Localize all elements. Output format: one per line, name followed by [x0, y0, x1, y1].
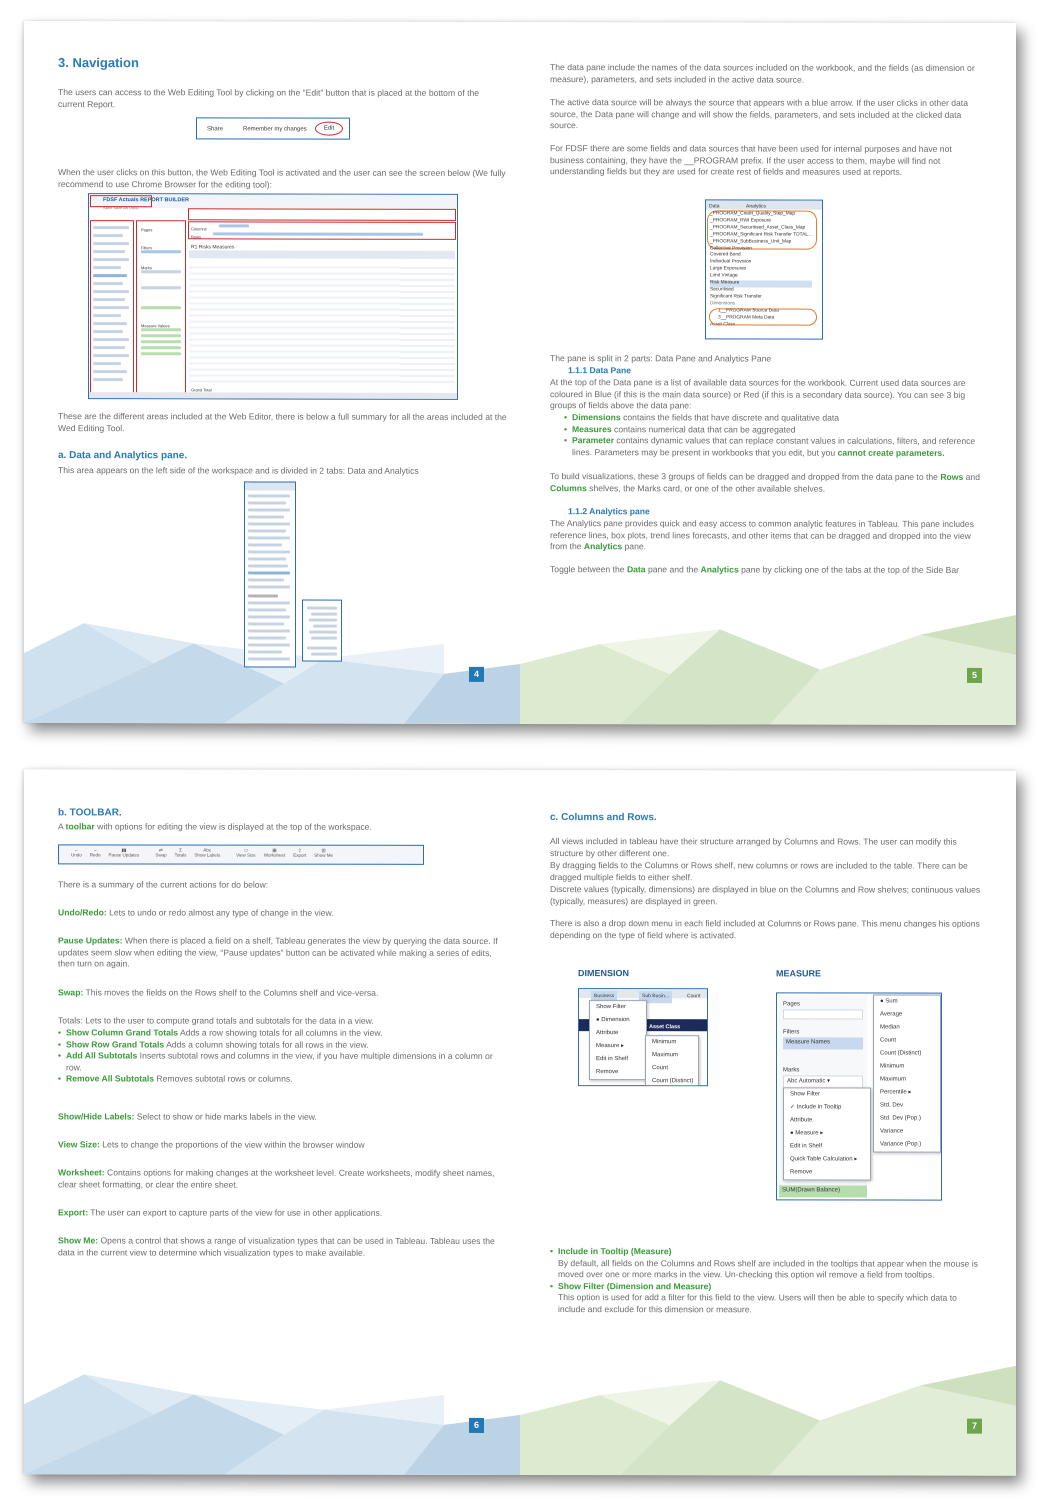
menu-item[interactable]: Minimum [652, 1039, 677, 1046]
menu-item[interactable]: ● Measure ▸ [790, 1130, 824, 1137]
page-title: 3. Navigation [58, 55, 139, 71]
page-number: 6 [469, 1418, 484, 1433]
field-item-selected[interactable]: Risk Measure [710, 280, 812, 287]
sheet-title: R1 Risks Measures [191, 244, 235, 251]
field-groups-list [564, 412, 984, 459]
paragraph: The Analytics pane provides quick and easy access to common analytic features in Tableau. This pane includes reference lines, box plots, trend lines forecasts, and other items that can be dragged and dropped into the view from the Analytics pane. [550, 518, 974, 552]
column-pill[interactable]: Business [591, 991, 617, 1003]
list-item: • Show Filter (Dimension and Measure) This option is used for add a filter for this field to the view. Users will then be able to specify which data to include and exclude for this dimension or measure. [550, 1281, 986, 1316]
dimension-menu-screenshot [578, 988, 708, 1086]
subsection-heading: 1.1.2 Analytics pane [568, 506, 650, 517]
web-editor-screenshot [88, 193, 458, 400]
list-item: • Parameter contains dynamic values that can replace constant values in calculations, filters, and reference lines. Parameters may be present in workbooks that you edit, but you cannot create parameters. [564, 435, 984, 459]
program-dimensions-highlight [709, 308, 817, 325]
field-item[interactable]: Securitised [710, 287, 734, 293]
page-number: 5 [967, 668, 982, 683]
spread-pages-4-5 [24, 21, 1016, 725]
page-5 [520, 22, 1016, 725]
dimension-item[interactable]: 3__PROGRAM Meta Data [718, 315, 775, 321]
tab-data[interactable]: Data [709, 203, 720, 210]
polygon-decoration [24, 1364, 520, 1475]
menu-item[interactable]: Measure ▸ [596, 1043, 625, 1050]
filters-label: Filters [783, 1029, 800, 1036]
paragraph: The users can access to the Web Editing Tool by clicking on the “Edit” button that is placed at the bottom of the current Report. [58, 87, 480, 109]
pages-shelf-label: Pages [141, 227, 153, 233]
measure-context-menu [783, 1087, 871, 1180]
measure-menu-screenshot [776, 992, 942, 1200]
dimension-item[interactable]: Asset Class [710, 321, 736, 327]
page-number: 7 [967, 1419, 982, 1434]
section-heading: a. Data and Analytics pane. [58, 450, 188, 462]
mark-type-select[interactable]: Abc Automatic ▾ [783, 1075, 863, 1089]
column-pill[interactable]: Count [687, 993, 701, 1000]
menu-item[interactable]: Std. Dev [880, 1102, 904, 1109]
menu-item[interactable]: Edit in Shelf [790, 1143, 823, 1150]
subsection-heading: 1.1.1 Data Pane [568, 365, 632, 376]
list-item: • Show Row Grand Totals Adds a column showing totals for all rows in the view. [58, 1039, 498, 1051]
marks-card-label: Marks [141, 265, 152, 271]
page-4 [24, 21, 520, 724]
paragraph: The active data source will be always the source that appears with a blue arrow. If the user clicks in other data source, the Data pane will change and will show the fields, parameters, and sets included at the clicked data source. [550, 97, 968, 131]
menu-item[interactable]: Average [880, 1011, 903, 1018]
sum-drawn-balance-pill[interactable]: SUM(Drawn Balance) [779, 1186, 867, 1198]
menu-item[interactable]: Show Filter [596, 1004, 627, 1011]
edit-button[interactable]: Edit [315, 122, 343, 136]
menu-item[interactable]: Count (Distinct) [652, 1078, 694, 1085]
measure-aggregation-submenu [873, 994, 941, 1152]
pause-updates-button[interactable]: ▮▮ Pause Updates [108, 847, 140, 858]
show-me-button[interactable]: ▥ Show Me [314, 847, 334, 858]
field-item[interactable]: _PROGRAM_RWI Exposure [710, 218, 771, 224]
menu-item[interactable]: Count [652, 1065, 669, 1072]
page-7 [520, 770, 1016, 1476]
dimensions-label: Dimensions [710, 301, 736, 307]
worksheet-button[interactable]: ▦ Worksheet [263, 847, 286, 858]
paragraph: By dragging fields to the Columns or Rows shelf, new columns or rows are included to the table. There can be dragged multiple fields to either shelf. [550, 860, 968, 882]
toolbar-screenshot [58, 844, 424, 865]
list-item: • Measures contains numerical data that can be aggregated [564, 424, 984, 436]
measure-names-pill[interactable]: Measure Names [783, 1037, 863, 1049]
menu-item[interactable]: Show Filter [790, 1091, 821, 1098]
highlight-toolbar [90, 195, 152, 207]
editor-menu[interactable]: Save Save As Done [103, 205, 139, 211]
page-number: 4 [469, 667, 484, 682]
menu-item[interactable]: Maximum [880, 1076, 907, 1083]
paragraph: View Size: Lets to change the proportions of the view within the browser window [58, 1139, 365, 1150]
field-item[interactable]: Covered Bond [710, 252, 741, 258]
analytics-pane-screenshot [302, 600, 342, 662]
list-item: • Remove All Subtotals Removes subtotal rows or columns. [58, 1074, 498, 1086]
menu-item[interactable]: Edit in Shelf [596, 1056, 629, 1063]
share-link[interactable]: Share [207, 126, 224, 133]
remember-changes-link[interactable]: Remember my changes [243, 126, 307, 133]
spread-pages-6-7 [24, 769, 1016, 1475]
column-pill[interactable]: Sub Busin... [639, 991, 672, 1003]
field-item[interactable]: Individual Provision [710, 259, 752, 265]
field-item[interactable]: _PROGRAM_SubBusiness_Unit_Map [710, 239, 792, 245]
redo-button[interactable]: → Redo [89, 847, 101, 858]
show-labels-button[interactable]: Abc Show Labels [194, 847, 221, 858]
menu-item[interactable]: Count (Distinct) [880, 1050, 922, 1057]
list-item: • Show Column Grand Totals Adds a row showing totals for all columns in the view. [58, 1027, 498, 1039]
data-pane-fields-screenshot [705, 199, 823, 339]
swap-button[interactable]: ⇄ Swap [155, 847, 167, 858]
polygon-decoration [520, 614, 1016, 725]
menu-item[interactable]: Attribute [790, 1117, 813, 1124]
pages-label: Pages [783, 1001, 801, 1008]
menu-item[interactable]: ✓ Include in Tooltip [790, 1104, 842, 1111]
editor-title: FDSF Actuals REPORT BUILDER [103, 197, 189, 204]
field-item[interactable]: Large Exposures [710, 266, 747, 272]
highlight-toolbar-row [188, 208, 456, 221]
paragraph: When the user clicks on this button, the Web Editing Tool is activated and the user can see the screen below (We fully recommend to use Chrome Browser for the editing tool): [58, 167, 506, 190]
list-item: • Include in Tooltip (Measure) By default, all fields on the Columns and Rows shelf are included in the tooltips that appear when the mouse is moved over one or more marks in the view. Un-checking this option wil remove a field from tooltips. [550, 1246, 986, 1281]
menu-item[interactable]: Variance [880, 1128, 904, 1135]
menu-item[interactable]: Count [880, 1037, 897, 1044]
data-pane-screenshot [244, 481, 296, 667]
dimension-measure-submenu [645, 1035, 699, 1086]
marks-label: Marks [783, 1067, 800, 1074]
filters-shelf-label: Filters [141, 245, 152, 251]
totals-list [58, 1027, 498, 1086]
menu-item[interactable]: ● Sum [880, 998, 898, 1005]
paragraph: These are the different areas included at the Web Editor, there is below a full summary for all the areas included at the Wed Editing Tool. [58, 411, 507, 433]
menu-item[interactable]: Std. Dev (Pop.) [880, 1115, 922, 1122]
menu-item[interactable]: Remove [596, 1069, 619, 1076]
list-item: • Add All Subtotals Inserts subtotal rows and columns in the view, if you have multiple dimensions in a column or row. [58, 1051, 498, 1075]
paragraph: There is also a drop down menu in each field included at Columns or Rows pane. This menu changes his options depending on the type of field where is activated. [550, 918, 980, 940]
grand-total-label: Grand Total [191, 387, 212, 393]
section-heading: c. Columns and Rows. [550, 812, 657, 824]
paragraph: Undo/Redo: Lets to undo or redo almost any type of change in the view. [58, 907, 334, 918]
paragraph: A toolbar with options for editing the view is displayed at the top of the workspace. [58, 821, 372, 832]
paragraph: Pause Updates: When there is placed a field on a shelf, Tableau generates the view by querying the data source. If updates seem slow when editing the view, “Pause updates” button can be activated while making a series of edits, then turn on again. [58, 935, 498, 969]
measure-values-label: Measure Values [141, 323, 170, 329]
menu-item[interactable]: Minimum [880, 1063, 905, 1070]
menu-item[interactable]: Remove [790, 1169, 813, 1176]
paragraph: This area appears on the left side of the workspace and is divided in 2 tabs: Data and Analytics [58, 465, 419, 476]
menu-item[interactable]: Quick Table Calculation ▸ [790, 1156, 858, 1163]
field-item[interactable]: _PROGRAM_Securitised_Asset_Class_Map [710, 225, 806, 231]
export-button[interactable]: ⇪ Export [293, 847, 307, 858]
paragraph: To build visualizations, these 3 groups of fields can be dragged and dropped from the data pane to the Rows and Columns shelves, the Marks card, or one of the other available shelves. [550, 471, 980, 494]
toolbar-items [71, 847, 333, 857]
menu-item[interactable]: Variance (Pop.) [880, 1141, 922, 1148]
paragraph: Discrete values (typically, dimensions) are displayed in blue on the Columns and Row shelves; continuous values (typically, measures) are displayed in green. [550, 884, 981, 906]
paragraph: Worksheet: Contains options for making changes at the worksheet level. Create worksheets, modify sheet names, clear sheet formatting, or clear the entire sheet. [58, 1167, 495, 1190]
table-header: Asset Class [649, 1024, 681, 1031]
field-item[interactable]: _PROGRAM_Credit_Quality_Step_Map [710, 211, 796, 217]
field-item[interactable]: _PROGRAM_Significant Risk Transfer TOTAL... [710, 232, 813, 238]
columns-shelf-label: Columns [191, 226, 207, 232]
menu-item[interactable]: Attribute [596, 1030, 619, 1037]
tab-analytics[interactable]: Analytics [746, 203, 767, 210]
paragraph: Toggle between the Data pane and the Analytics pane by clicking one of the tabs at the top of the Side Bar [550, 564, 959, 575]
share-bar-screenshot [196, 117, 350, 139]
paragraph: For FDSF there are some fields and data sources that have been used for internal purposes and have not business containing, they have the __PROGRAM prefix. If the user access to them, maybe will find not understanding fields but they are used for create rest of fields and measures used at reports. [550, 143, 952, 177]
view-size-button[interactable]: ▭ View Size [236, 847, 256, 858]
totals-button[interactable]: Σ Totals [174, 847, 187, 858]
paragraph: At the top of the Data pane is a list of available data sources for the workbook. Current used data sources are coloured in Blue (if this is the main data source) or Red (if this is a secondary data source). You can see 3 big groups of fields above the data pane: [550, 377, 966, 411]
paragraph: Swap: This moves the fields on the Rows shelf to the Columns shelf and vice-versa. [58, 987, 379, 998]
section-heading: b. TOOLBAR. [58, 807, 122, 819]
paragraph: Show Me: Opens a control that shows a range of visualization types that can be used in Tableau. Tableau uses the data in the current view to determine which visualization types to make available. [58, 1235, 495, 1258]
field-item[interactable]: Collective Provision [710, 245, 752, 252]
dimension-label: DIMENSION [578, 968, 630, 979]
list-item: • Dimensions contains the fields that have discrete and qualitative data [564, 412, 984, 424]
paragraph: Export: The user can export to capture parts of the view for use in other applications. [58, 1207, 383, 1218]
paragraph: Show/Hide Labels: Select to show or hide marks labels in the view. [58, 1111, 317, 1122]
menu-item[interactable]: Median [880, 1024, 900, 1031]
dimension-context-menu [589, 1000, 647, 1080]
rows-shelf-label: Rows [191, 234, 202, 240]
paragraph: The data pane include the names of the data sources included on the workbook, and the fields (as dimension or measure), parameters, and sets included in the active data source. [550, 62, 975, 85]
measure-label: MEASURE [776, 968, 822, 979]
dimension-item[interactable]: 1__PROGRAM Source Data [718, 308, 779, 314]
polygon-decoration [520, 1365, 1016, 1476]
menu-item[interactable]: Percentile ▸ [880, 1089, 912, 1096]
paragraph: There is a summary of the current actions for do below: [58, 879, 269, 890]
paragraph: Totals: Lets to the user to compute grand totals and subtotals for the data in a view. [58, 1015, 374, 1026]
menu-item[interactable]: ● Dimension [596, 1017, 630, 1024]
field-item[interactable]: Limit Vintage [710, 273, 738, 279]
page-6 [24, 769, 520, 1475]
menu-item[interactable]: Maximum [652, 1052, 679, 1059]
undo-button[interactable]: ← Undo [71, 847, 82, 858]
paragraph: All views included in tableau have their structure arranged by Columns and Rows. The user can modify this structure by other different one. [550, 836, 957, 858]
field-item[interactable]: Significant Risk Transfer [710, 294, 762, 300]
menu-options-list [550, 1246, 986, 1316]
paragraph: The pane is split in 2 parts: Data Pane and Analytics Pane [550, 353, 772, 364]
